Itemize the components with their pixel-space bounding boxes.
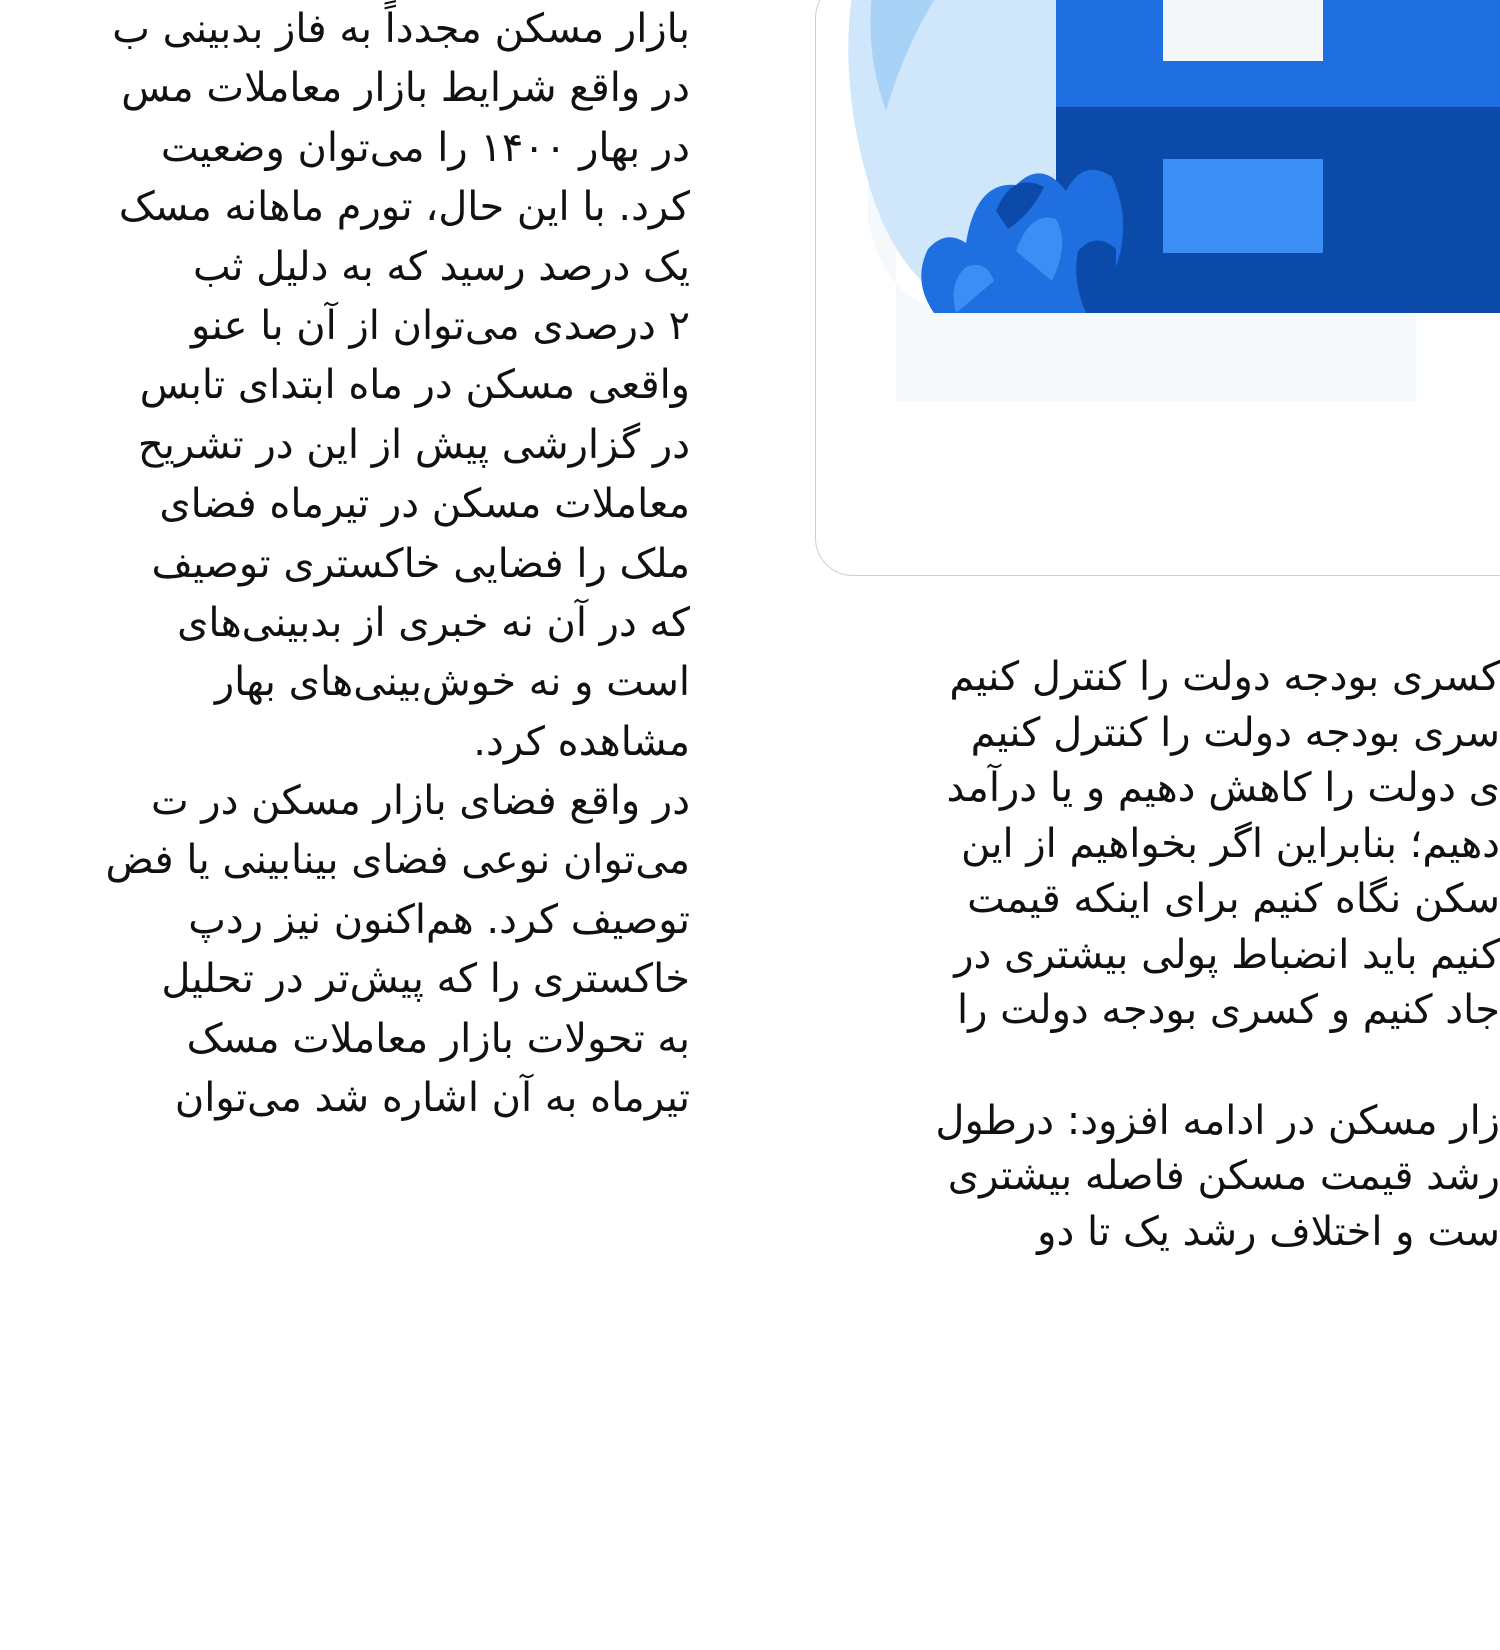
article-left-column <box>0 0 690 1128</box>
text-line: ملک را فضایی خاکستری توصیف <box>151 540 690 587</box>
text-line: کنیم باید انضباط پولی بیشتری در <box>954 931 1500 978</box>
text-line: ۲ درصدی می‌توان از آن با عنو <box>190 302 690 349</box>
illustration-card <box>815 0 1500 576</box>
text-line: معاملات مسکن در تیرماه فضای <box>159 481 690 528</box>
house-building-illustration-icon <box>816 0 1500 575</box>
text-line: خاکستری را که پیش‌تر در تحلیل <box>161 956 690 1003</box>
text-line: در واقع فضای بازار مسکن در ت <box>150 778 690 825</box>
text-line: مشاهده کرد. <box>473 718 690 765</box>
text-line: توصیف کرد. هم‌اکنون نیز ردپ <box>188 896 690 943</box>
text-line: است و نه خوش‌بینی‌های بهار <box>214 659 690 706</box>
text-line: بازار مسکن مجدداً به فاز بدبینی ب <box>112 6 690 52</box>
text-line: سکن نگاه کنیم برای اینکه قیمت <box>967 876 1500 922</box>
text-line: رشد قیمت مسکن فاصله بیشتری <box>947 1153 1500 1199</box>
text-line: در واقع شرایط بازار معاملات مس <box>121 65 690 112</box>
text-line: سری بودجه دولت را کنترل کنیم <box>970 709 1500 756</box>
text-line: می‌توان نوعی فضای بینابینی یا فض <box>105 837 690 884</box>
text-line: ی دولت را کاهش دهیم و یا درآمد <box>946 765 1500 811</box>
paragraph-gap <box>808 1039 1500 1094</box>
text-line: در بهار ۱۴۰۰ را می‌توان وضعیت <box>160 124 690 171</box>
article-right-column <box>808 650 1500 1260</box>
text-line: جاد کنیم و کسری بودجه دولت را <box>956 987 1500 1033</box>
text-line: زار مسکن در ادامه افزود: درطول <box>935 1097 1500 1144</box>
text-line: واقعی مسکن در ماه ابتدای تابس <box>139 362 690 409</box>
text-line: یک درصد رسید که به دلیل ثب <box>192 243 690 290</box>
text-line: که در آن نه خبری از بدبینی‌های <box>177 599 690 646</box>
text-line: کرد. با این حال، تورم ماهانه مسک <box>118 184 690 231</box>
text-line: کسری بودجه دولت را کنترل کنیم <box>949 654 1500 700</box>
text-line: در گزارشی پیش از این در تشریح <box>137 421 690 468</box>
text-line: تیرماه به آن اشاره شد می‌توان <box>174 1075 690 1122</box>
text-line: به تحولات بازار معاملات مسک <box>186 1015 690 1062</box>
text-line: دهیم؛ بنابراین اگر بخواهیم از این <box>960 820 1500 867</box>
text-line: ست و اختلاف رشد یک تا دو <box>1037 1208 1500 1255</box>
